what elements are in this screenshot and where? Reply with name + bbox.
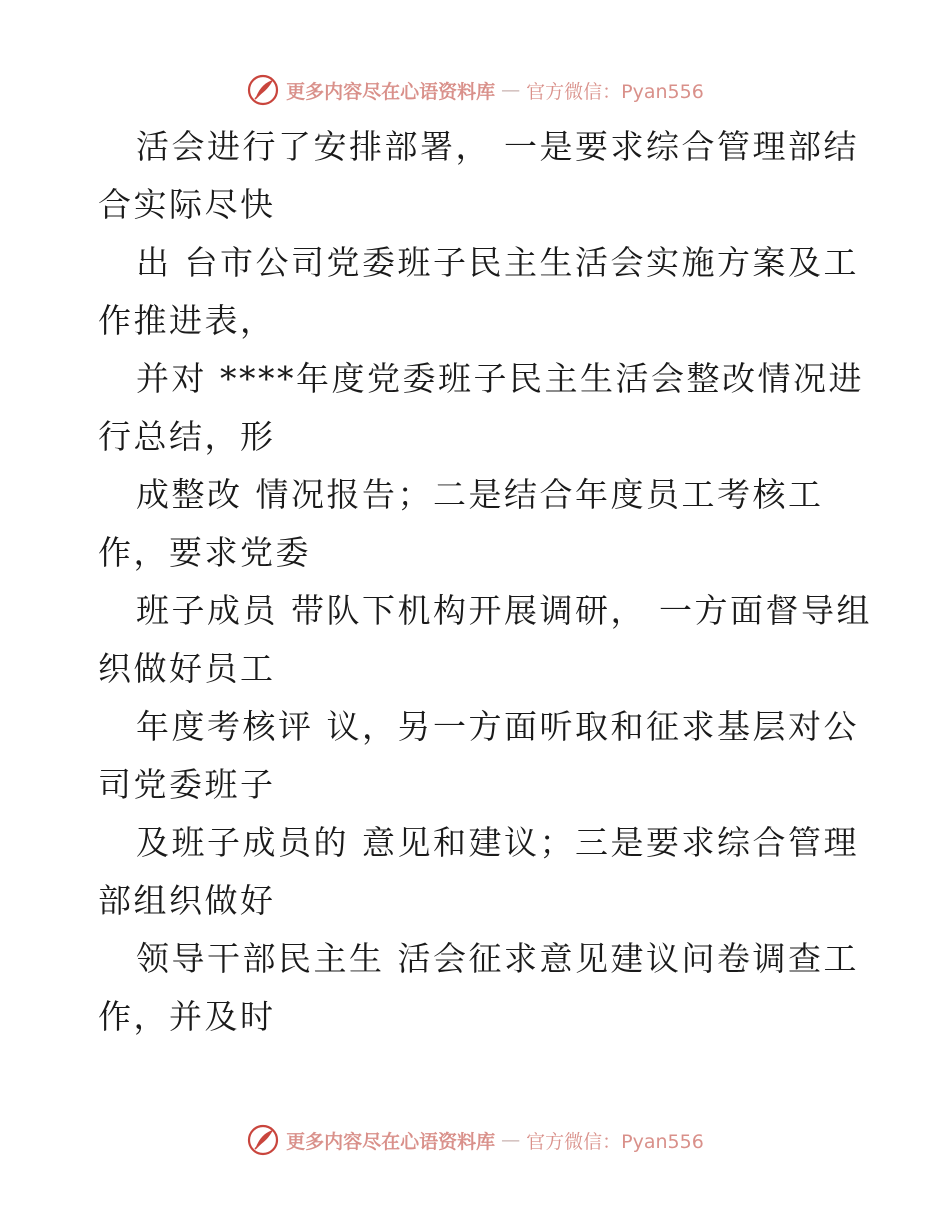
paragraph [98,814,888,930]
paragraph-line: 出 台市公司党委班子民主生活会实施方案及工 [136,243,859,282]
paragraph-line: 领导干部民主生 活会征求意见建议问卷调查工 [136,939,859,978]
paragraph-line: 活会进行了安排部署， 一是要求综合管理部结 [136,127,859,166]
paragraph-line: 班子成员 带队下机构开展调研， 一方面督导组 [136,591,872,630]
paragraph-line: 作，要求党委 [98,533,311,572]
paragraph-line: 司党委班子 [98,765,276,804]
paragraph-line: 并对 ****年度党委班子民主生活会整改情况进 [136,359,864,398]
paragraph-line: 作推进表， [98,301,276,340]
feather-logo-icon [246,1123,280,1157]
paragraph [98,698,888,814]
paragraph-line: 织做好员工 [98,649,276,688]
watermark-wechat: 官方微信：Pyan556 [526,1130,704,1153]
watermark-separator: — [501,1129,521,1151]
paragraph [98,118,888,234]
watermark-site-name: 更多内容尽在心语资料库 [286,80,496,103]
paragraph [98,930,888,1046]
paragraph [98,350,888,466]
document-body [98,118,888,1046]
paragraph-line: 成整改 情况报告；二是结合年度员工考核工 [136,475,824,514]
paragraph [98,234,888,350]
paragraph-line: 部组织做好 [98,881,276,920]
paragraph-line: 年度考核评 议，另一方面听取和征求基层对公 [136,707,859,746]
header-watermark [0,72,950,108]
paragraph-line: 作，并及时 [98,997,276,1036]
feather-logo-icon [246,73,280,107]
footer-watermark [0,1122,950,1158]
paragraph-line: 合实际尽快 [98,185,276,224]
paragraph-line: 行总结，形 [98,417,276,456]
watermark-wechat: 官方微信：Pyan556 [526,80,704,103]
watermark-separator: — [501,79,521,101]
watermark-site-name: 更多内容尽在心语资料库 [286,1130,496,1153]
paragraph-line: 及班子成员的 意见和建议；三是要求综合管理 [136,823,859,862]
paragraph [98,582,888,698]
paragraph [98,466,888,582]
